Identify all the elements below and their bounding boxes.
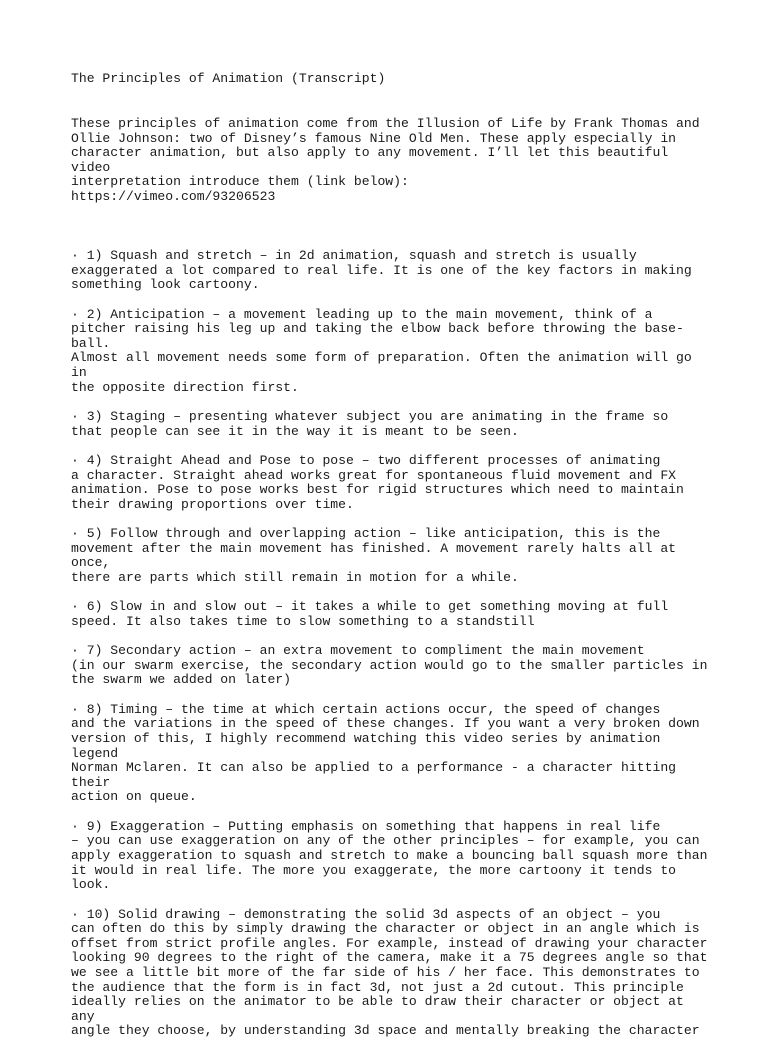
principle-text: 7) Secondary action – an extra movement to compliment the main movement (in our swarm exercise, the secondary action would go to the smaller particles in the swarm we added on later): [71, 643, 708, 688]
principle-text: 1) Squash and stretch – in 2d animation, squash and stretch is usually exaggerated a lot compared to real life. It is one of the key factors in making something look cartoony.: [71, 248, 692, 293]
bullet-marker: ·: [71, 818, 79, 834]
principle-item: [71, 908, 711, 1039]
bullet-marker: ·: [71, 408, 79, 424]
bullet-marker: ·: [71, 248, 79, 263]
vimeo-link[interactable]: https://vimeo.com/93206523: [71, 189, 276, 204]
principle-text: 8) Timing – the time at which certain actions occur, the speed of changes and the variations in the speed of these changes. If you want a very broken down version of this, I highly recommend watching this video series by animation legend Norman Mclaren. It can also be applied to a performance - a character hitting their action on queue.: [71, 701, 700, 805]
document-title: The Principles of Animation (Transcript): [71, 71, 386, 86]
principle-text: 6) Slow in and slow out – it takes a while to get something moving at full speed. It also takes time to slow something to a standstill: [71, 599, 669, 629]
principle-item: [71, 410, 711, 439]
bullet-marker: ·: [71, 599, 79, 615]
principle-item: [71, 249, 711, 293]
bullet-marker: ·: [71, 526, 79, 542]
principle-item: [71, 527, 711, 585]
principles-list: [71, 249, 711, 1054]
principle-item: [71, 600, 711, 629]
principle-text: 5) Follow through and overlapping action – like anticipation, this is the movement after the main movement has finished. A movement rarely halts all at once, there are parts which still remain in motion for a while.: [71, 526, 677, 585]
bullet-marker: ·: [71, 452, 79, 468]
principle-item: [71, 644, 711, 688]
bullet-marker: ·: [71, 306, 79, 322]
bullet-marker: ·: [71, 701, 79, 717]
principle-text: 3) Staging – presenting whatever subject you are animating in the frame so that people can see it in the way it is meant to be seen.: [71, 408, 669, 439]
principle-item: [71, 703, 711, 805]
bullet-marker: ·: [71, 643, 79, 659]
principle-text: 2) Anticipation – a movement leading up to the main movement, think of a pitcher raising his leg up and taking the elbow back before throwing the base-ball. Almost all movement needs some form of preparation. Often the animation will go in the opposite direction first.: [71, 306, 692, 395]
principle-item: [71, 308, 711, 396]
principle-item: [71, 454, 711, 512]
principle-text: 4) Straight Ahead and Pose to pose – two different processes of animating a character. Straight ahead works great for spontaneous fluid movement and FX animation. Pose to pose works best for rigid structures which need to maintain their drawing proportions over time.: [71, 452, 684, 512]
principle-item: [71, 820, 711, 893]
principle-text: 10) Solid drawing – demonstrating the solid 3d aspects of an object – you can often do this by simply drawing the character or object in an angle which is offset from strict profile angles. For example, instead of drawing your character looking 90 degrees to the right of the camera, make it a 75 degrees angle so that we see a little bit more of the far side of his / her face. This demonstrates to the audience that the form is in fact 3d, not just a 2d cutout. This principle ideally relies on the animator to be able to draw their character or object at any angle they choose, by understanding 3d space and mentally breaking the character: [71, 906, 708, 1039]
intro-paragraph: These principles of animation come from the Illusion of Life by Frank Thomas and Ollie Johnson: two of Disney’s famous Nine Old Men. These apply especially in character animation, but also apply to any movement. I’ll let this beautiful video interpretation introduce them (link below):: [71, 116, 700, 190]
principle-text: 9) Exaggeration – Putting emphasis on something that happens in real life – you can use exaggeration on any of the other principles – for example, you can apply exaggeration to squash and stretch to make a bouncing ball squash more than it would in real life. The more you exaggerate, the more cartoony it tends to look.: [71, 818, 708, 893]
bullet-marker: ·: [71, 906, 79, 922]
